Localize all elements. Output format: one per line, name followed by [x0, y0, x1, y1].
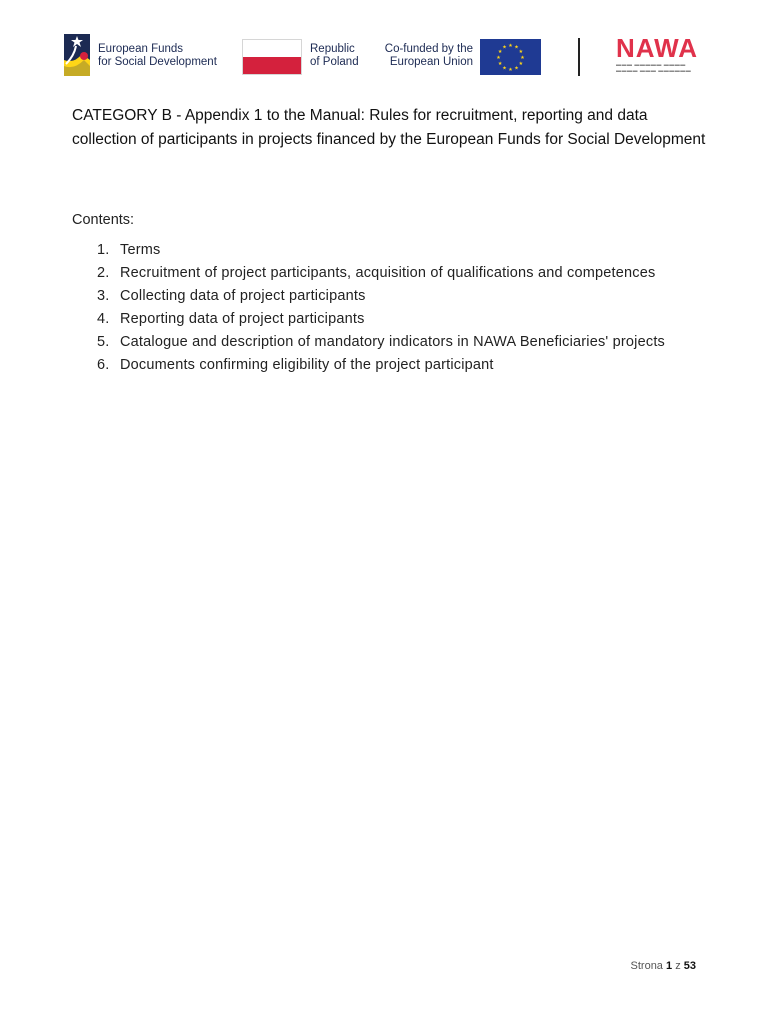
- current-page-number: 1: [666, 960, 673, 972]
- european-funds-logo-icon: [60, 30, 94, 80]
- toc-item-collecting-data: [72, 285, 672, 308]
- republic-of-poland-text: [310, 43, 359, 69]
- document-title: CATEGORY B - Appendix 1 to the Manual: Rules for recruitment, reporting and data collection of participants in projects financed by the European Funds for Social Development: [72, 107, 706, 148]
- toc-item-number: 1.: [97, 242, 110, 258]
- co-funded-line1: Co-funded by the: [384, 43, 473, 55]
- toc-item-number: 6.: [97, 357, 110, 373]
- svg-text:★: ★: [508, 43, 513, 49]
- contents-heading: Contents:: [72, 212, 135, 228]
- toc-item-reporting-data: [72, 308, 672, 331]
- svg-text:★: ★: [496, 55, 501, 61]
- page-footer-separator: z: [675, 960, 681, 972]
- toc-item-number: 3.: [97, 288, 110, 304]
- republic-line2: of Poland: [310, 56, 359, 68]
- header-logo-strip: [60, 30, 720, 82]
- svg-text:★: ★: [520, 55, 525, 61]
- svg-text:★: ★: [508, 67, 513, 73]
- toc-item-number: 5.: [97, 334, 110, 350]
- toc-item-text: Terms: [120, 242, 161, 258]
- toc-item-text: Documents confirming eligibility of the project participant: [120, 357, 494, 373]
- toc-item-terms: [72, 239, 672, 262]
- toc-item-text: Reporting data of project participants: [120, 311, 365, 327]
- svg-text:★: ★: [497, 49, 503, 55]
- republic-line1: Republic: [310, 43, 355, 55]
- nawa-wordmark: NAWA: [616, 33, 698, 63]
- page-number-footer: [631, 960, 696, 972]
- toc-item-number: 2.: [97, 265, 110, 281]
- nawa-logo: [616, 34, 716, 78]
- co-funded-line2: European Union: [389, 56, 473, 68]
- toc-item-indicators-catalogue: [72, 331, 672, 354]
- co-funded-eu-text: [378, 43, 473, 69]
- svg-text:★: ★: [514, 44, 519, 51]
- toc-item-number: 4.: [97, 311, 110, 327]
- svg-text:★: ★: [502, 65, 507, 72]
- svg-text:★: ★: [514, 65, 519, 72]
- svg-text:★: ★: [518, 61, 524, 67]
- eu-flag-icon: [480, 39, 541, 75]
- poland-flag-icon: [242, 39, 302, 75]
- european-funds-line2: for Social Development: [98, 56, 217, 68]
- logo-separator: [578, 38, 580, 76]
- svg-text:★: ★: [497, 61, 503, 67]
- toc-item-text: Recruitment of project participants, acquisition of qualifications and competences: [120, 265, 656, 281]
- svg-text:★: ★: [502, 44, 507, 51]
- total-pages-number: 53: [683, 960, 696, 972]
- european-funds-line1: European Funds: [98, 43, 184, 55]
- table-of-contents: [72, 239, 672, 377]
- svg-text:★: ★: [518, 49, 524, 55]
- toc-item-text: Collecting data of project participants: [120, 288, 366, 304]
- toc-item-eligibility-documents: [72, 354, 672, 377]
- toc-item-text: Catalogue and description of mandatory indicators in NAWA Beneficiaries' projects: [120, 334, 665, 350]
- page-footer-prefix: Strona: [630, 960, 663, 972]
- toc-item-recruitment: [72, 262, 672, 285]
- nawa-tagline-graphic: ▬▬▬ ▬▬▬▬▬ ▬▬▬▬ ▬▬▬▬ ▬▬▬ ▬▬▬▬▬▬: [616, 62, 692, 74]
- european-funds-logo-text: [98, 43, 217, 69]
